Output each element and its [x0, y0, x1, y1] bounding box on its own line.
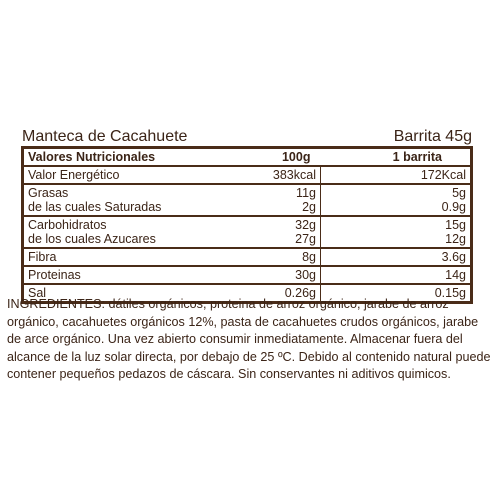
row-value-barrita: 15g	[445, 218, 466, 232]
table-header-row	[23, 148, 472, 167]
row-label: Grasas	[28, 186, 69, 200]
row-label: Sal	[28, 286, 47, 300]
row-value-barrita: 0.15g	[434, 286, 466, 300]
row-value-barrita: 5g	[452, 186, 466, 200]
portion-size: Barrita 45g	[393, 128, 472, 145]
row-sub-label: de los cuales Azucares	[28, 232, 156, 246]
row-sub-label: de las cuales Saturadas	[28, 200, 162, 214]
row-sub-value-barrita: 0.9g	[441, 200, 466, 214]
nutrition-label	[21, 125, 473, 304]
row-sub-value-barrita: 12g	[445, 232, 466, 246]
header-label: Valores Nutricionales	[23, 148, 172, 167]
row-value-100g: 8g	[172, 248, 321, 266]
row-label: Carbohidratos	[28, 218, 107, 232]
row-value-barrita: 3.6g	[320, 248, 471, 266]
row-label: Fibra	[23, 248, 172, 266]
row-value-barrita: 172Kcal	[320, 166, 471, 184]
table-row	[23, 248, 472, 266]
label-header	[21, 125, 473, 146]
row-sub-value-100g: 2g	[302, 200, 316, 214]
header-100g: 100g	[172, 148, 321, 167]
row-value-barrita: 14g	[320, 266, 471, 284]
row-value-100g: 30g	[172, 266, 321, 284]
row-value-100g: 11g	[296, 186, 316, 200]
row-label: Proteinas	[23, 266, 172, 284]
table-row	[23, 216, 472, 248]
row-sub-value-100g: 27g	[295, 232, 316, 246]
header-1-barrita: 1 barrita	[320, 148, 471, 167]
table-row	[23, 266, 472, 284]
ingredients-text: INGREDIENTES: dátiles orgánicos, proteina de arroz orgánico, jarabe de arroz orgánico, cacahuetes orgánicos 12%, pasta de cacahuetes crudos orgánicos, jarabe de arce orgánico. Una vez abierto consumir inmediatamente. Almacenar fuera del alcance de la luz solar directa, por debajo de 25 ºC. Debido al contenido natural puede contener pequeños pedazos de cáscara. Sin conservantes ni aditivos quimicos.	[7, 297, 491, 381]
row-value-100g: 383kcal	[172, 166, 321, 184]
table-row	[23, 184, 472, 216]
row-value-100g: 32g	[295, 218, 316, 232]
row-label: Valor Energético	[23, 166, 172, 184]
row-value-100g: 0.26g	[172, 284, 321, 303]
product-name: Manteca de Cacahuete	[22, 128, 188, 145]
table-row	[23, 166, 472, 184]
nutrition-table	[21, 146, 473, 304]
